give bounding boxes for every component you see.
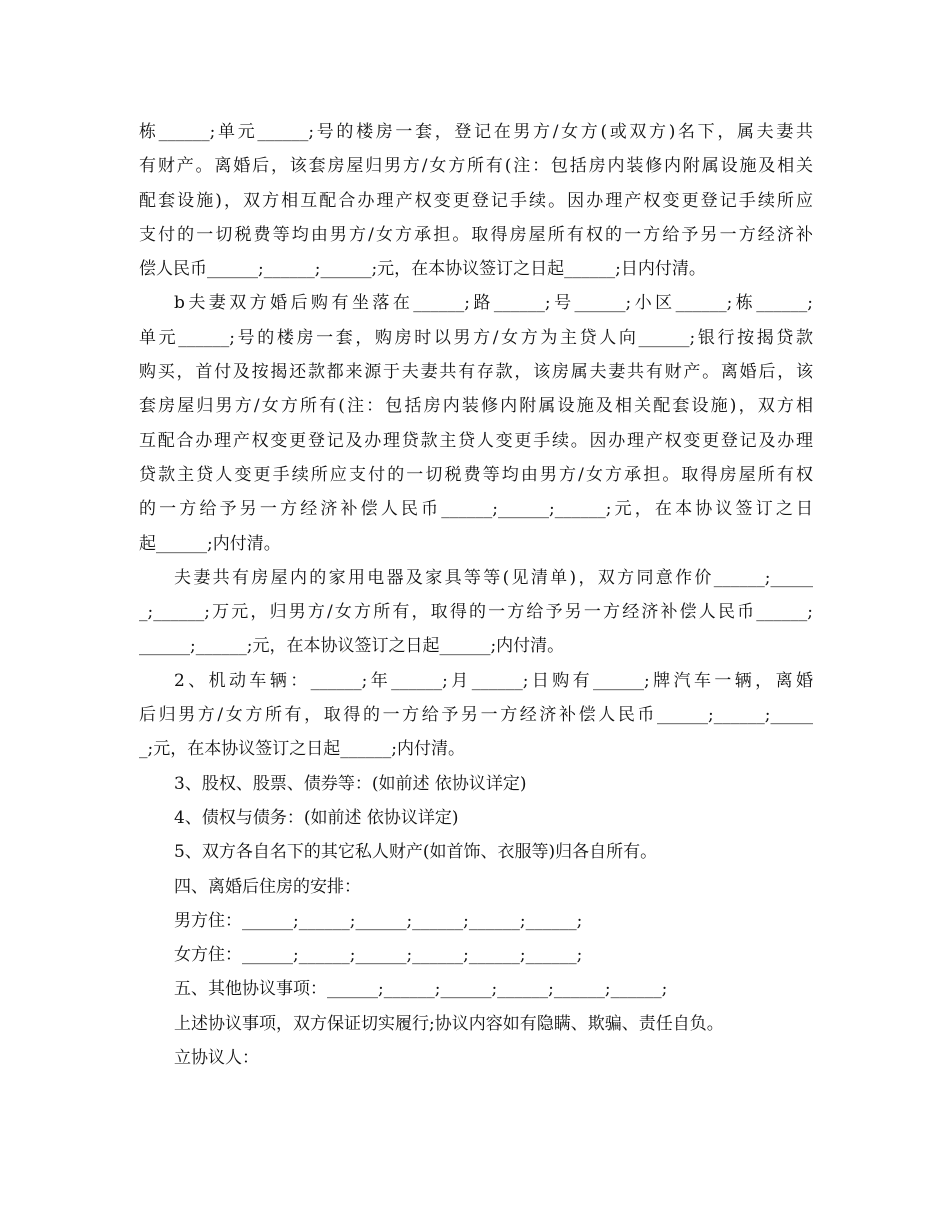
text-line: 配套设施)，双方相互配合办理产权变更登记手续。因办理产权变更登记手续所应 <box>139 190 813 211</box>
text-line: 4、债权与债务：(如前述 依协议详定) <box>174 807 459 828</box>
text-line: 3、股权、股票、债券等：(如前述 依协议详定) <box>174 773 527 794</box>
section-heading: 四、离婚后住房的安排： <box>174 876 361 897</box>
text-line: 套房屋归男方/女方所有(注：包括房内装修内附属设施及相关配套设施)，双方相 <box>139 396 813 417</box>
text-line: 有财产。离婚后，该套房屋归男方/女方所有(注：包括房内装修内附属设施及相关 <box>139 156 813 177</box>
text-line: _;元，在本协议签订之日起______;内付清。 <box>139 739 465 760</box>
text-line: 偿人民币______;______;______;元，在本协议签订之日起______;日内付清。 <box>139 259 706 280</box>
signatory-label: 立协议人： <box>174 1048 259 1069</box>
text-line: b夫妻双方婚后购有坐落在______;路______;号______;小区______;栋______; <box>174 293 813 314</box>
text-line: 女方住：______;______;______;______;______;______; <box>174 945 583 966</box>
text-line: 后归男方/女方所有，取得的一方给予另一方经济补偿人民币______;______;_____ <box>139 705 813 726</box>
text-line: 支付的一切税费等均由男方/女方承担。取得房屋所有权的一方给予另一方经济补 <box>139 224 813 245</box>
document-body <box>139 115 813 1075</box>
text-line: 起______;内付清。 <box>139 533 281 554</box>
text-line: ______;______;元，在本协议签订之日起______;内付清。 <box>139 636 565 657</box>
text-line: 5、双方各自名下的其它私人财产(如首饰、衣服等)归各自所有。 <box>174 842 658 863</box>
text-line: 的一方给予另一方经济补偿人民币______;______;______;元，在本协议签订之日 <box>139 499 813 520</box>
text-line: 2、机动车辆：______;年______;月______;日购有______;牌汽车一辆，离婚 <box>174 670 813 691</box>
text-line: 男方住：______;______;______;______;______;______; <box>174 910 583 931</box>
text-line: 上述协议事项，双方保证切实履行;协议内容如有隐瞒、欺骗、责任自负。 <box>174 1013 724 1034</box>
text-line: 购买，首付及按揭还款都来源于夫妻共有存款，该房属夫妻共有财产。离婚后，该 <box>139 362 813 383</box>
text-line: 单元______;号的楼房一套，购房时以男方/女方为主贷人向______;银行按揭贷款 <box>139 327 813 348</box>
text-line: 互配合办理产权变更登记及办理贷款主贷人变更手续。因办理产权变更登记及办理 <box>139 430 813 451</box>
text-line: 栋______;单元______;号的楼房一套，登记在男方/女方(或双方)名下，属夫妻共 <box>139 122 813 142</box>
text-line: 贷款主贷人变更手续所应支付的一切税费等均由男方/女方承担。取得房屋所有权 <box>139 464 813 485</box>
section-heading: 五、其他协议事项：______;______;______;______;______;______; <box>174 979 668 1000</box>
text-line: 夫妻共有房屋内的家用电器及家具等等(见清单)，双方同意作价______;_____ <box>174 567 813 588</box>
text-line: _;______;万元，归男方/女方所有，取得的一方给予另一方经济补偿人民币______; <box>139 602 813 623</box>
